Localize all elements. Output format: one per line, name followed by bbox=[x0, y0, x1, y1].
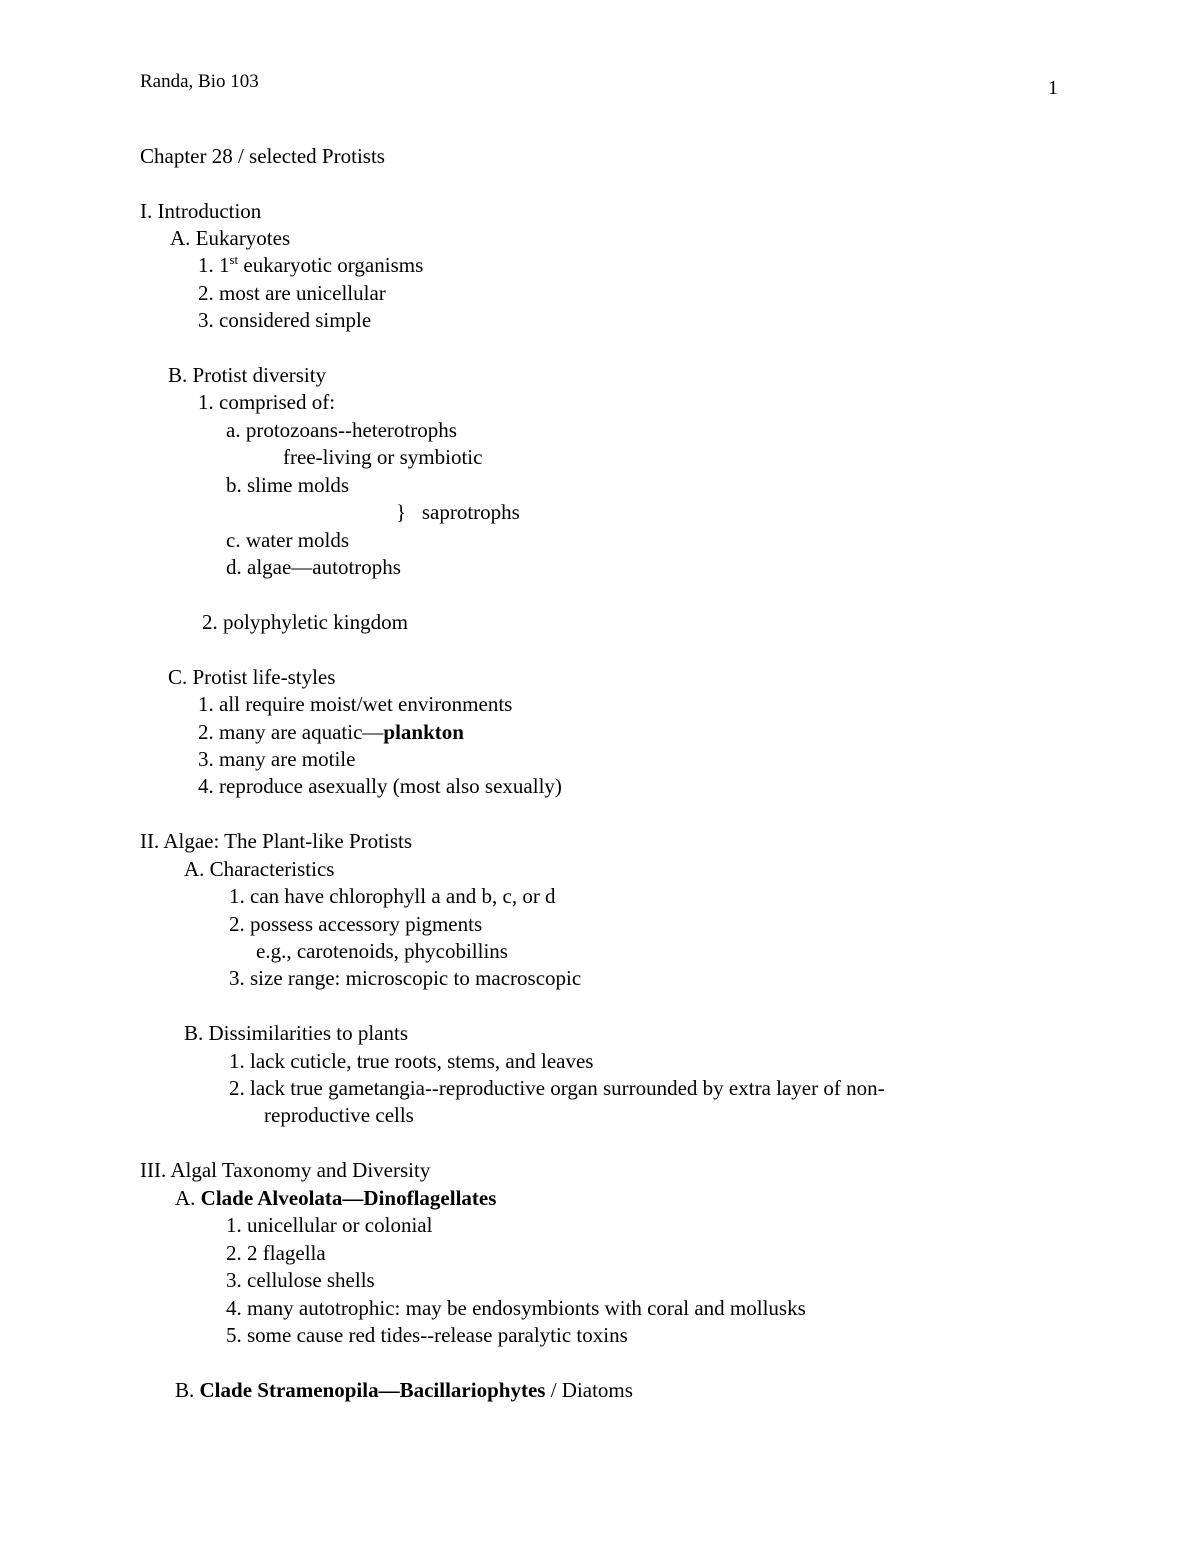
list-item: 3. size range: microscopic to macroscopic bbox=[229, 966, 582, 990]
list-item-text: 2. many are aquatic— bbox=[198, 720, 384, 744]
superscript: st bbox=[229, 252, 239, 267]
list-item: 2. possess accessory pigments bbox=[229, 912, 483, 936]
subsection-heading: B. Dissimilarities to plants bbox=[184, 1021, 408, 1045]
list-item bbox=[198, 252, 423, 278]
list-item: c. water molds bbox=[226, 528, 350, 552]
bold-term: plankton bbox=[383, 720, 464, 744]
list-item: b. slime molds bbox=[226, 473, 350, 497]
list-item: 1. comprised of: bbox=[198, 390, 336, 414]
list-item: 2. polyphyletic kingdom bbox=[202, 610, 408, 634]
brace-annotation: } saprotrophs bbox=[396, 500, 520, 524]
list-item: d. algae—autotrophs bbox=[226, 555, 401, 579]
list-item: 1. all require moist/wet environments bbox=[198, 692, 513, 716]
list-item: 2. lack true gametangia--reproductive organ surrounded by extra layer of non- bbox=[229, 1076, 885, 1100]
section-heading: II. Algae: The Plant-like Protists bbox=[140, 829, 412, 853]
subsection-heading: B. Protist diversity bbox=[168, 363, 327, 387]
list-item: 3. cellulose shells bbox=[226, 1268, 375, 1292]
subsection-heading bbox=[175, 1185, 496, 1211]
list-item bbox=[198, 719, 464, 745]
list-item: a. protozoans--heterotrophs bbox=[226, 418, 457, 442]
list-item-continuation: free-living or symbiotic bbox=[283, 445, 483, 469]
section-heading: III. Algal Taxonomy and Diversity bbox=[140, 1158, 431, 1182]
section-heading: I. Introduction bbox=[140, 199, 262, 223]
list-item: 1. unicellular or colonial bbox=[226, 1213, 433, 1237]
list-item: 2. 2 flagella bbox=[226, 1241, 326, 1265]
subsection-text: / Diatoms bbox=[545, 1378, 633, 1402]
list-item: 3. many are motile bbox=[198, 747, 356, 771]
subsection-heading: A. Eukaryotes bbox=[170, 226, 291, 250]
list-item: 1. can have chlorophyll a and b, c, or d bbox=[229, 884, 556, 908]
list-item: 3. considered simple bbox=[198, 308, 372, 332]
list-item-number: 1. 1 bbox=[198, 253, 230, 277]
subsection-heading bbox=[175, 1377, 633, 1403]
subsection-heading: C. Protist life-styles bbox=[168, 665, 336, 689]
list-item: 1. lack cuticle, true roots, stems, and leaves bbox=[229, 1049, 594, 1073]
chapter-title: Chapter 28 / selected Protists bbox=[140, 144, 385, 168]
page-number: 1 bbox=[1048, 77, 1058, 99]
list-item: 5. some cause red tides--release paralytic toxins bbox=[226, 1323, 628, 1347]
list-item: 4. many autotrophic: may be endosymbionts with coral and mollusks bbox=[226, 1296, 806, 1320]
subsection-letter: B. bbox=[175, 1378, 200, 1402]
subsection-letter: A. bbox=[175, 1186, 201, 1210]
running-header: Randa, Bio 103 bbox=[140, 71, 259, 92]
list-item-continuation: e.g., carotenoids, phycobillins bbox=[256, 939, 508, 963]
list-item: 4. reproduce asexually (most also sexually) bbox=[198, 774, 562, 798]
subsection-heading: A. Characteristics bbox=[184, 857, 335, 881]
list-item-text: eukaryotic organisms bbox=[238, 253, 424, 277]
list-item-continuation: reproductive cells bbox=[264, 1103, 414, 1127]
bold-term: Clade Alveolata—Dinoflagellates bbox=[200, 1186, 497, 1210]
bold-term: Clade Stramenopila—Bacillariophytes bbox=[199, 1378, 546, 1402]
list-item: 2. most are unicellular bbox=[198, 281, 386, 305]
